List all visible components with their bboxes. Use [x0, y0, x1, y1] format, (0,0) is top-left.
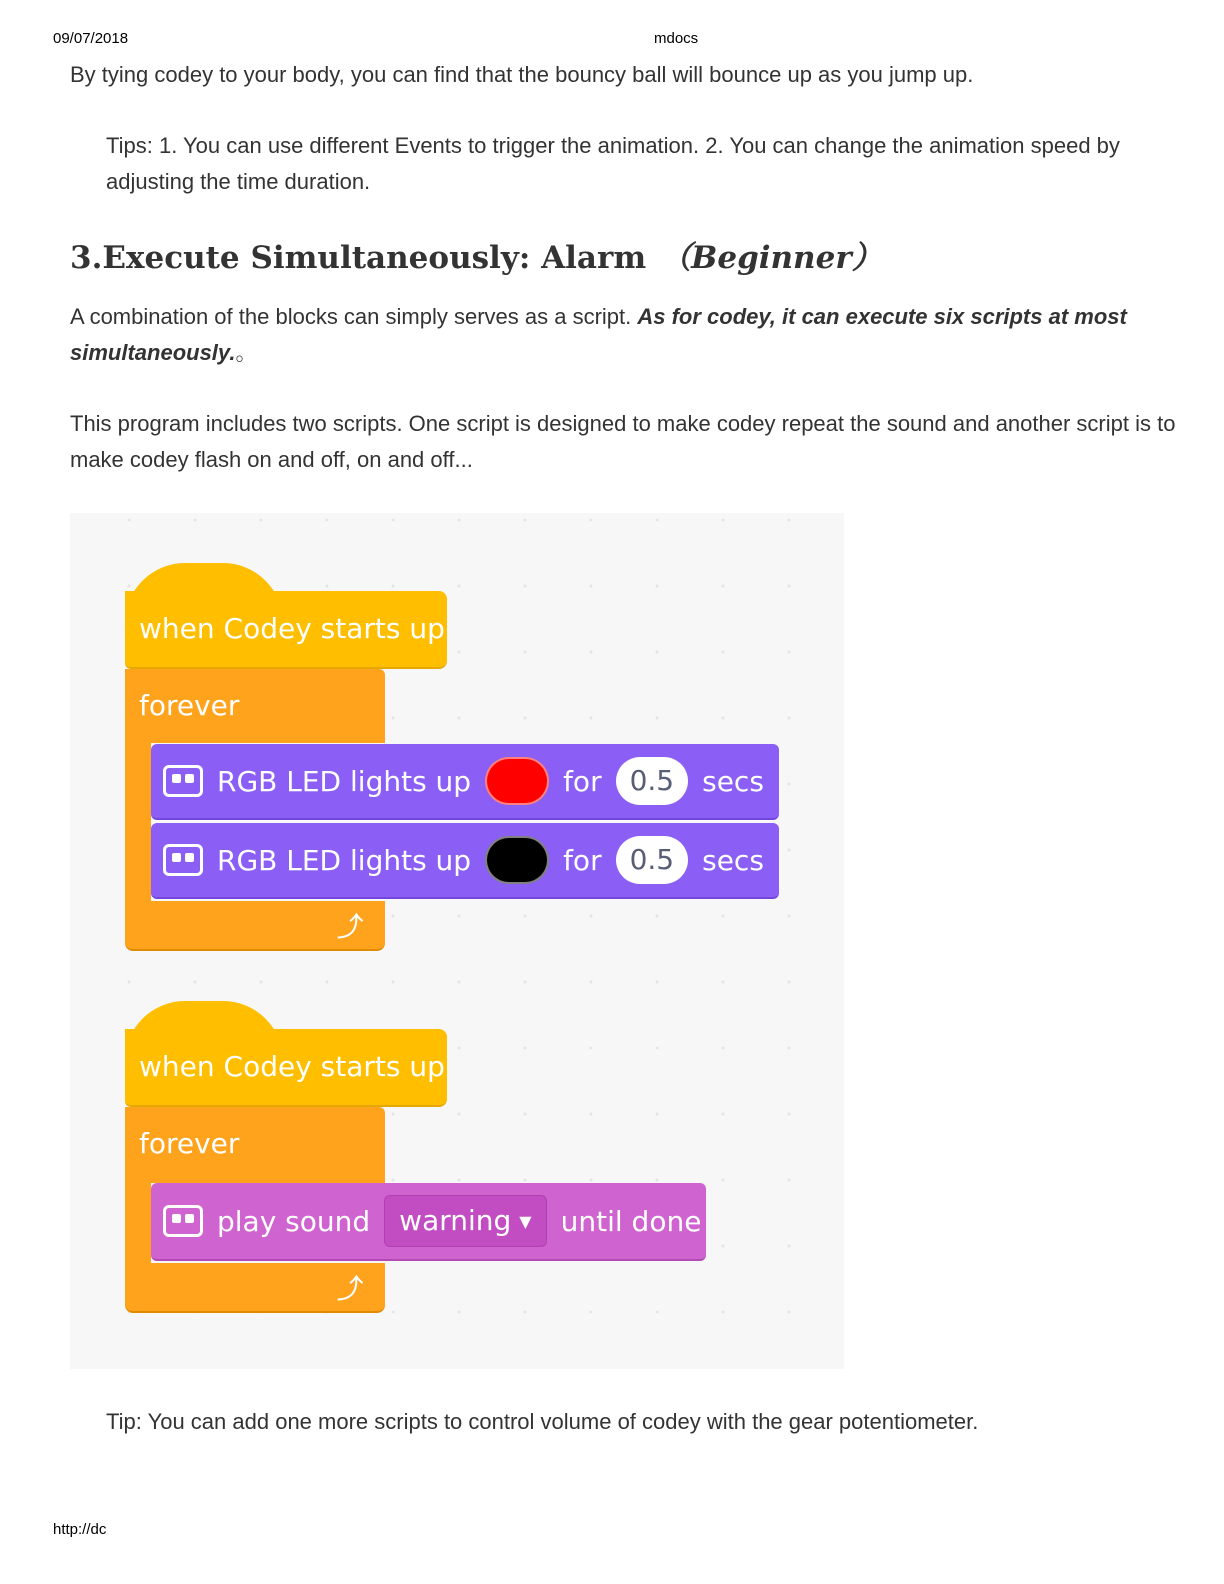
rgb-led-label: RGB LED lights up	[217, 764, 472, 798]
event-label-1: when Codey starts up	[139, 612, 445, 645]
header-date: 09/07/2018	[53, 30, 129, 47]
codey-icon	[163, 1205, 203, 1237]
codey-icon	[163, 765, 203, 797]
forever-label-1: forever	[139, 689, 240, 722]
section-heading	[70, 232, 883, 277]
section-title: 3.Execute Simultaneously: Alarm	[70, 240, 647, 276]
black-color-swatch[interactable]	[485, 836, 549, 884]
chevron-down-icon: ▼	[519, 1212, 532, 1231]
combination-end: 。	[235, 340, 258, 365]
footer-url[interactable]: http://dc	[53, 1521, 107, 1538]
rgb-led-block-2[interactable]	[151, 823, 779, 899]
tips-paragraph: Tips: 1. You can use different Events to trigger the animation. 2. You can change the animation speed by adjusting the time duration.	[106, 133, 1120, 194]
sound-dropdown-value: warning	[399, 1204, 512, 1237]
rgb-led-label: RGB LED lights up	[217, 843, 472, 877]
until-done-label: until done	[560, 1204, 702, 1238]
forever-bottom-2	[125, 1263, 385, 1313]
forever-arm-2	[125, 1183, 151, 1263]
combination-paragraph	[70, 299, 1180, 371]
section-level: （Beginner）	[660, 240, 883, 276]
forever-block-2[interactable]	[125, 1107, 385, 1183]
red-color-swatch[interactable]	[485, 757, 549, 805]
for-label: for	[563, 843, 602, 877]
forever-label-2: forever	[139, 1127, 240, 1160]
codey-icon	[163, 844, 203, 876]
rgb-led-block-1[interactable]	[151, 744, 779, 820]
combination-emphasis: As for codey, it can execute six scripts at most simultaneously.	[70, 304, 1127, 365]
event-block-2[interactable]	[125, 1029, 447, 1107]
forever-arm-1	[125, 743, 151, 903]
play-sound-block[interactable]	[151, 1183, 706, 1261]
event-label-2: when Codey starts up	[139, 1050, 445, 1083]
tip-paragraph: Tip: You can add one more scripts to control volume of codey with the gear potentiometer.	[106, 1409, 979, 1434]
duration-input[interactable]: 0.5	[616, 757, 689, 805]
forever-bottom-1	[125, 901, 385, 951]
loop-arrow-icon: ⤴	[337, 913, 364, 943]
forever-block-1[interactable]	[125, 669, 385, 743]
duration-input[interactable]: 0.5	[616, 836, 689, 884]
header-title: mdocs	[654, 30, 699, 47]
play-sound-label: play sound	[217, 1204, 371, 1238]
loop-arrow-icon: ⤴	[337, 1275, 364, 1305]
secs-label: secs	[702, 843, 764, 877]
secs-label: secs	[702, 764, 764, 798]
combination-text: A combination of the blocks can simply serves as a script.	[70, 304, 638, 329]
intro-paragraph: By tying codey to your body, you can find that the bouncy ball will bounce up as you jump up.	[70, 62, 974, 87]
sound-dropdown[interactable]	[384, 1195, 546, 1247]
code-screenshot	[70, 513, 844, 1369]
event-block-1[interactable]	[125, 591, 447, 669]
program-paragraph: This program includes two scripts. One script is designed to make codey repeat the sound and another script is to make codey flash on and off, on and off...	[70, 411, 1176, 472]
for-label: for	[563, 764, 602, 798]
